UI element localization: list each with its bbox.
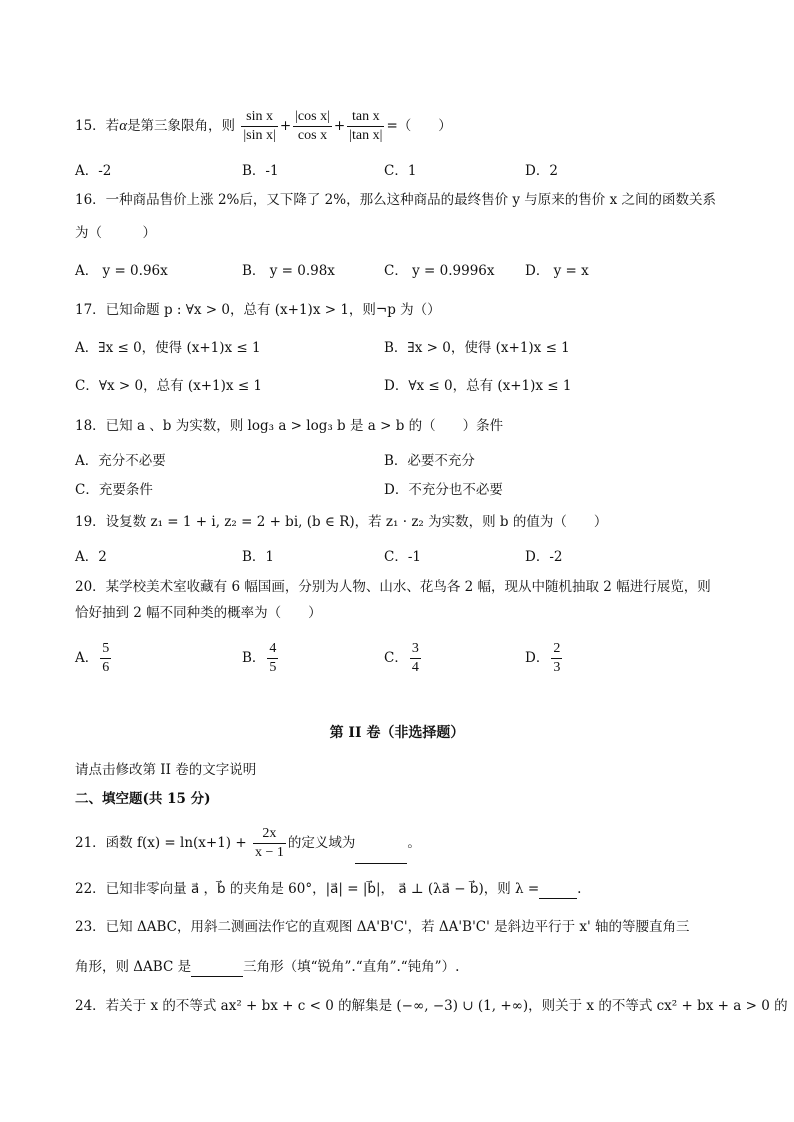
- q16-option-a: A． y = 0.96x: [75, 263, 168, 279]
- fraction: $\frac{5}{6}$: [102, 641, 110, 675]
- q17-option-d: D．∀x ≤ 0，总有 (x+1)x ≤ 1: [384, 378, 572, 394]
- q20-option-c: C． $\frac{3}{4}$: [384, 641, 419, 675]
- fraction: $\frac{\text{sin x}}{\text{|sin x|}}$: [243, 109, 276, 143]
- question-15-stem: 15．若α是第三象限角，则 $\frac{\text{sin x}}{\text{|sin x|}}$ + $\frac{\text{|cos x|}}{\text{cos x}}$ + $\frac{\text{tan x}}{\text{|tan x|}}$ =（ ）: [75, 109, 452, 143]
- fraction: $\frac{4}{5}$: [269, 641, 277, 675]
- question-18-stem: 18．已知 a 、b 为实数，则 log₃ a > log₃ b 是 a > b 的（ ）条件: [75, 418, 504, 434]
- q19-option-d: D．-2: [525, 549, 563, 565]
- section-note[interactable]: 请点击修改第 II 卷的文字说明: [75, 762, 257, 778]
- answer-blank[interactable]: [191, 958, 243, 977]
- fraction: $\frac{\text{|cos x|}}{\text{cos x}}$: [295, 109, 330, 143]
- question-23-stem-cont: 角形，则 ΔABC 是 三角形（填“锐角”.“直角”.“钝角”）.: [75, 959, 460, 975]
- fraction: $\frac{2x}{x - 1}$: [254, 826, 284, 860]
- fraction: $\frac{3}{4}$: [411, 641, 419, 675]
- question-21-stem: 21．函数 f(x) = ln(x+1) + $\frac{2x}{x - 1}$ 的定义域为 。: [75, 823, 421, 864]
- q20-option-b: B． $\frac{4}{5}$: [242, 641, 277, 675]
- q16-option-b: B． y = 0.98x: [242, 263, 335, 279]
- q17-option-a: A．∃x ≤ 0，使得 (x+1)x ≤ 1: [75, 340, 261, 356]
- q19-option-a: A．2: [75, 549, 107, 565]
- q17-option-b: B．∃x > 0，使得 (x+1)x ≤ 1: [384, 340, 570, 356]
- question-23-stem: 23．已知 ΔABC，用斜二测画法作它的直观图 ΔA'B'C'，若 ΔA'B'C' 是斜边平行于 x' 轴的等腰直角三: [75, 919, 690, 935]
- q18-option-b: B．必要不充分: [384, 453, 475, 469]
- question-19-stem: 19．设复数 z₁ = 1 + i, z₂ = 2 + bi, (b ∈ R)，若 z₁ · z₂ 为实数，则 b 的值为（ ）: [75, 514, 608, 530]
- answer-blank[interactable]: [355, 823, 407, 864]
- question-20-stem-cont: 恰好抽到 2 幅不同种类的概率为（ ）: [75, 605, 322, 621]
- q17-option-c: C．∀x > 0，总有 (x+1)x ≤ 1: [75, 378, 263, 394]
- q15-option-b: B．-1: [242, 163, 279, 179]
- q15-option-a: A．-2: [75, 163, 112, 179]
- q18-option-a: A．充分不必要: [75, 453, 166, 469]
- q19-option-c: C．-1: [384, 549, 421, 565]
- question-17-stem: 17．已知命题 p : ∀x > 0，总有 (x+1)x > 1，则¬p 为（）: [75, 302, 441, 318]
- fraction: $\frac{\text{tan x}}{\text{|tan x|}}$: [349, 109, 383, 143]
- part-heading: 二、填空题(共 15 分): [75, 791, 211, 807]
- question-16-stem-cont: 为（ ）: [75, 225, 156, 241]
- answer-blank[interactable]: [539, 880, 577, 899]
- q15-option-c: C．1: [384, 163, 417, 179]
- q20-option-a: A． $\frac{5}{6}$: [75, 641, 110, 675]
- q20-option-d: D． $\frac{2}{3}$: [525, 641, 561, 675]
- q15-option-d: D．2: [525, 163, 558, 179]
- question-20-stem: 20．某学校美术室收藏有 6 幅国画，分别为人物、山水、花鸟各 2 幅，现从中随机抽取 2 幅进行展览，则: [75, 579, 711, 595]
- q16-option-c: C． y = 0.9996x: [384, 263, 495, 279]
- fraction: $\frac{2}{3}$: [553, 641, 561, 675]
- section-title: 第 II 卷（非选择题）: [329, 725, 465, 741]
- q19-option-b: B．1: [242, 549, 275, 565]
- q18-option-d: D．不充分也不必要: [384, 482, 503, 498]
- question-22-stem: 22．已知非零向量 a⃗ ，b⃗ 的夹角是 60°，|a⃗| = |b⃗|， a⃗ ⊥ (λa⃗ − b⃗)，则 λ = .: [75, 881, 582, 897]
- q18-option-c: C．充要条件: [75, 482, 153, 498]
- q16-option-d: D． y = x: [525, 263, 589, 279]
- question-16-stem: 16．一种商品售价上涨 2%后，又下降了 2%，那么这种商品的最终售价 y 与原来的售价 x 之间的函数关系: [75, 192, 716, 208]
- question-24-stem: 24．若关于 x 的不等式 ax² + bx + c < 0 的解集是 (−∞, −3) ∪ (1, +∞)，则关于 x 的不等式 cx² + bx + a > 0 的: [75, 998, 788, 1014]
